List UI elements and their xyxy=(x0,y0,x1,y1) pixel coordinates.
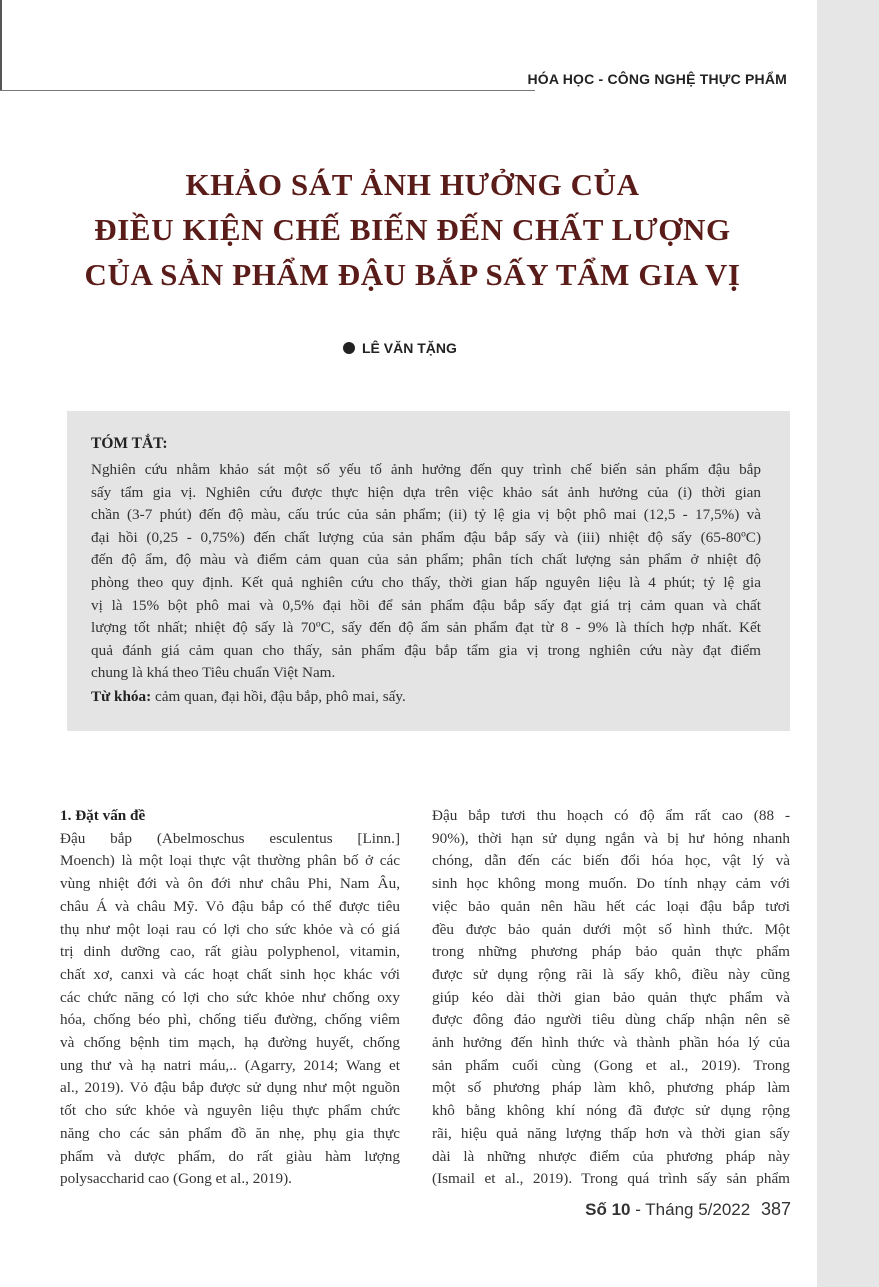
bullet-dot-icon xyxy=(343,342,355,354)
abstract-box xyxy=(67,411,790,731)
keywords-list: cảm quan, đại hồi, đậu bắp, phô mai, sấy. xyxy=(154,688,406,705)
body-column-right xyxy=(432,805,790,1191)
abstract-heading: TÓM TẮT: xyxy=(91,435,168,452)
body-line: chất xơ, canxi và các hoạt chất sinh học khác với xyxy=(60,965,400,983)
body-line: sản phẩm cuối cùng (Gong et al., 2019). Trong xyxy=(432,1056,790,1074)
issue-number: Số 10 xyxy=(585,1200,631,1219)
body-line: khô bằng không khí nóng đã được sử dụng rộng xyxy=(432,1102,790,1120)
title-line: KHẢO SÁT ẢNH HƯỞNG CỦA xyxy=(185,167,640,202)
abstract-line: sấy tẩm gia vị. Nghiên cứu được thực hiện dựa trên việc khảo sát ảnh hưởng của (i) thời gian xyxy=(91,483,761,501)
body-line: Moench) là một loại thực vật thường phân bố ở các xyxy=(60,852,400,870)
keywords-label: Từ khóa: xyxy=(91,688,152,705)
article-title xyxy=(60,162,765,297)
body-line: 90%), thời hạn sử dụng ngắn và bị hư hỏng nhanh xyxy=(432,829,790,847)
body-line: được đông đảo người tiêu dùng chấp nhận nên sẽ xyxy=(432,1011,790,1029)
abstract-line: quả đánh giá cảm quan cho thấy, sản phẩm đậu bắp tẩm gia vị trong nghiên cứu này đạt điểm xyxy=(91,641,761,659)
abstract-line: vị là 15% bột phô mai và 0,5% đại hồi để sản phẩm đậu bắp sấy đạt giá trị cảm quan và chất xyxy=(91,596,761,614)
page-footer xyxy=(585,1199,791,1220)
abstract-line: chần (3-7 phút) đến độ màu, cấu trúc của sản phẩm; (ii) tỷ lệ gia vị bột phô mai (12,5 - 17,5%) và xyxy=(91,506,761,524)
body-line: chóng, dẫn đến các biến đổi hóa học, vật lý và xyxy=(432,852,790,870)
abstract-line: Nghiên cứu nhằm khảo sát một số yếu tố ảnh hưởng đến quy trình chế biến sản phẩm đậu bắp xyxy=(91,461,761,478)
abstract-line: lượng tốt nhất; nhiệt độ sấy là 70ºC, sấy đến độ ẩm sản phẩm đạt từ 8 - 9% là thích hợp nhất. Kết xyxy=(91,619,761,637)
author-byline xyxy=(343,340,457,356)
body-line: và chống bệnh tim mạch, hạ đường huyết, chống xyxy=(60,1034,400,1052)
keywords xyxy=(91,688,406,706)
body-line: một số phương pháp làm khô, phương pháp làm xyxy=(432,1079,790,1097)
body-line: ung thư và hạ natri máu,.. (Agarry, 2014; Wang et xyxy=(60,1056,400,1074)
section-title: 1. Đặt vấn đề xyxy=(60,807,146,824)
body-line: phẩm và dược phẩm, do rất giàu hàm lượng xyxy=(60,1147,400,1165)
page-edge-shadow xyxy=(817,0,879,1287)
body-line: năng cho các sản phẩm đồ ăn nhẹ, phụ gia thực xyxy=(60,1124,400,1142)
body-line: giúp kéo dài thời gian bảo quản thực phẩm và xyxy=(432,988,790,1006)
body-line: polysaccharid cao (Gong et al., 2019). xyxy=(60,1170,292,1188)
author-name: LÊ VĂN TẶNG xyxy=(362,340,457,356)
body-line: thụ như một loại rau có lợi cho sức khỏe và có giá xyxy=(60,920,400,938)
body-line: trị dinh dưỡng cao, rất giàu polyphenol, vitamin, xyxy=(60,943,400,961)
abstract-line: chung là khá theo Tiêu chuẩn Việt Nam. xyxy=(91,664,336,682)
abstract-line: phòng theo quy định. Kết quả nghiên cứu cho thấy, thời gian hấp nguyên liệu là 4 phút; tỷ lệ gia xyxy=(91,573,761,591)
body-line: Đậu bắp (Abelmoschus esculentus [Linn.] xyxy=(60,829,400,847)
journal-section-header: HÓA HỌC - CÔNG NGHỆ THỰC PHẨM xyxy=(527,71,787,87)
body-line: al., 2019). Vỏ đậu bắp được sử dụng như một nguồn xyxy=(60,1079,400,1097)
body-line: các chức năng có lợi cho sức khỏe như chống oxy xyxy=(60,988,400,1006)
abstract-line: đại hồi (0,25 - 0,75%) đến chất lượng của sản phẩm đậu bắp sấy và (iii) nhiệt độ sấy (65-80ºC) xyxy=(91,528,761,546)
abstract-line: đến độ ẩm, độ màu và điểm cảm quan của sản phẩm; phân tích chất lượng sản phẩm ở nhiệt độ xyxy=(91,551,761,569)
body-line: (Ismail et al., 2019). Trong quá trình sấy sản phẩm xyxy=(432,1170,790,1188)
body-line: việc bảo quản nên hầu hết các loại đậu bắp tươi xyxy=(432,897,790,915)
title-line: ĐIỀU KIỆN CHẾ BIẾN ĐẾN CHẤT LƯỢNG xyxy=(94,212,731,247)
body-line: vùng nhiệt đới và ôn đới như châu Phi, Nam Âu, xyxy=(60,875,400,893)
corner-rule-horizontal xyxy=(0,90,535,91)
body-line: dài là những nhược điểm của phương pháp này xyxy=(432,1147,790,1165)
body-line: châu Á và châu Mỹ. Vỏ đậu bắp có thể được tiêu xyxy=(60,897,400,915)
body-line: đều được bảo quản dưới một số hình thức. Một xyxy=(432,920,790,938)
body-line: ảnh hưởng đến hình thức và thành phần hóa lý của xyxy=(432,1034,790,1052)
body-line: sinh học không mong muốn. Do tính nhạy cảm với xyxy=(432,875,790,893)
title-line: CỦA SẢN PHẨM ĐẬU BẮP SẤY TẨM GIA VỊ xyxy=(84,257,741,292)
corner-rule-vertical xyxy=(0,0,2,90)
body-line: được sử dụng rộng rãi là sấy khô, điều này cũng xyxy=(432,965,790,983)
body-line: hóa, chống béo phì, chống tiểu đường, chống viêm xyxy=(60,1011,400,1029)
body-line: Đậu bắp tươi thu hoạch có độ ẩm rất cao (88 - xyxy=(432,807,790,824)
issue-date: - Tháng 5/2022 xyxy=(635,1200,751,1219)
body-line: rãi, hiệu quả năng lượng thấp hơn và thời gian sấy xyxy=(432,1124,790,1142)
abstract-text xyxy=(91,459,761,685)
page-number: 387 xyxy=(760,1199,791,1219)
body-line: trong những phương pháp bảo quản thực phẩm xyxy=(432,943,790,961)
body-line: tốt cho sức khỏe và nguyên liệu thực phẩm chức xyxy=(60,1102,400,1120)
body-column-left xyxy=(60,805,400,1191)
